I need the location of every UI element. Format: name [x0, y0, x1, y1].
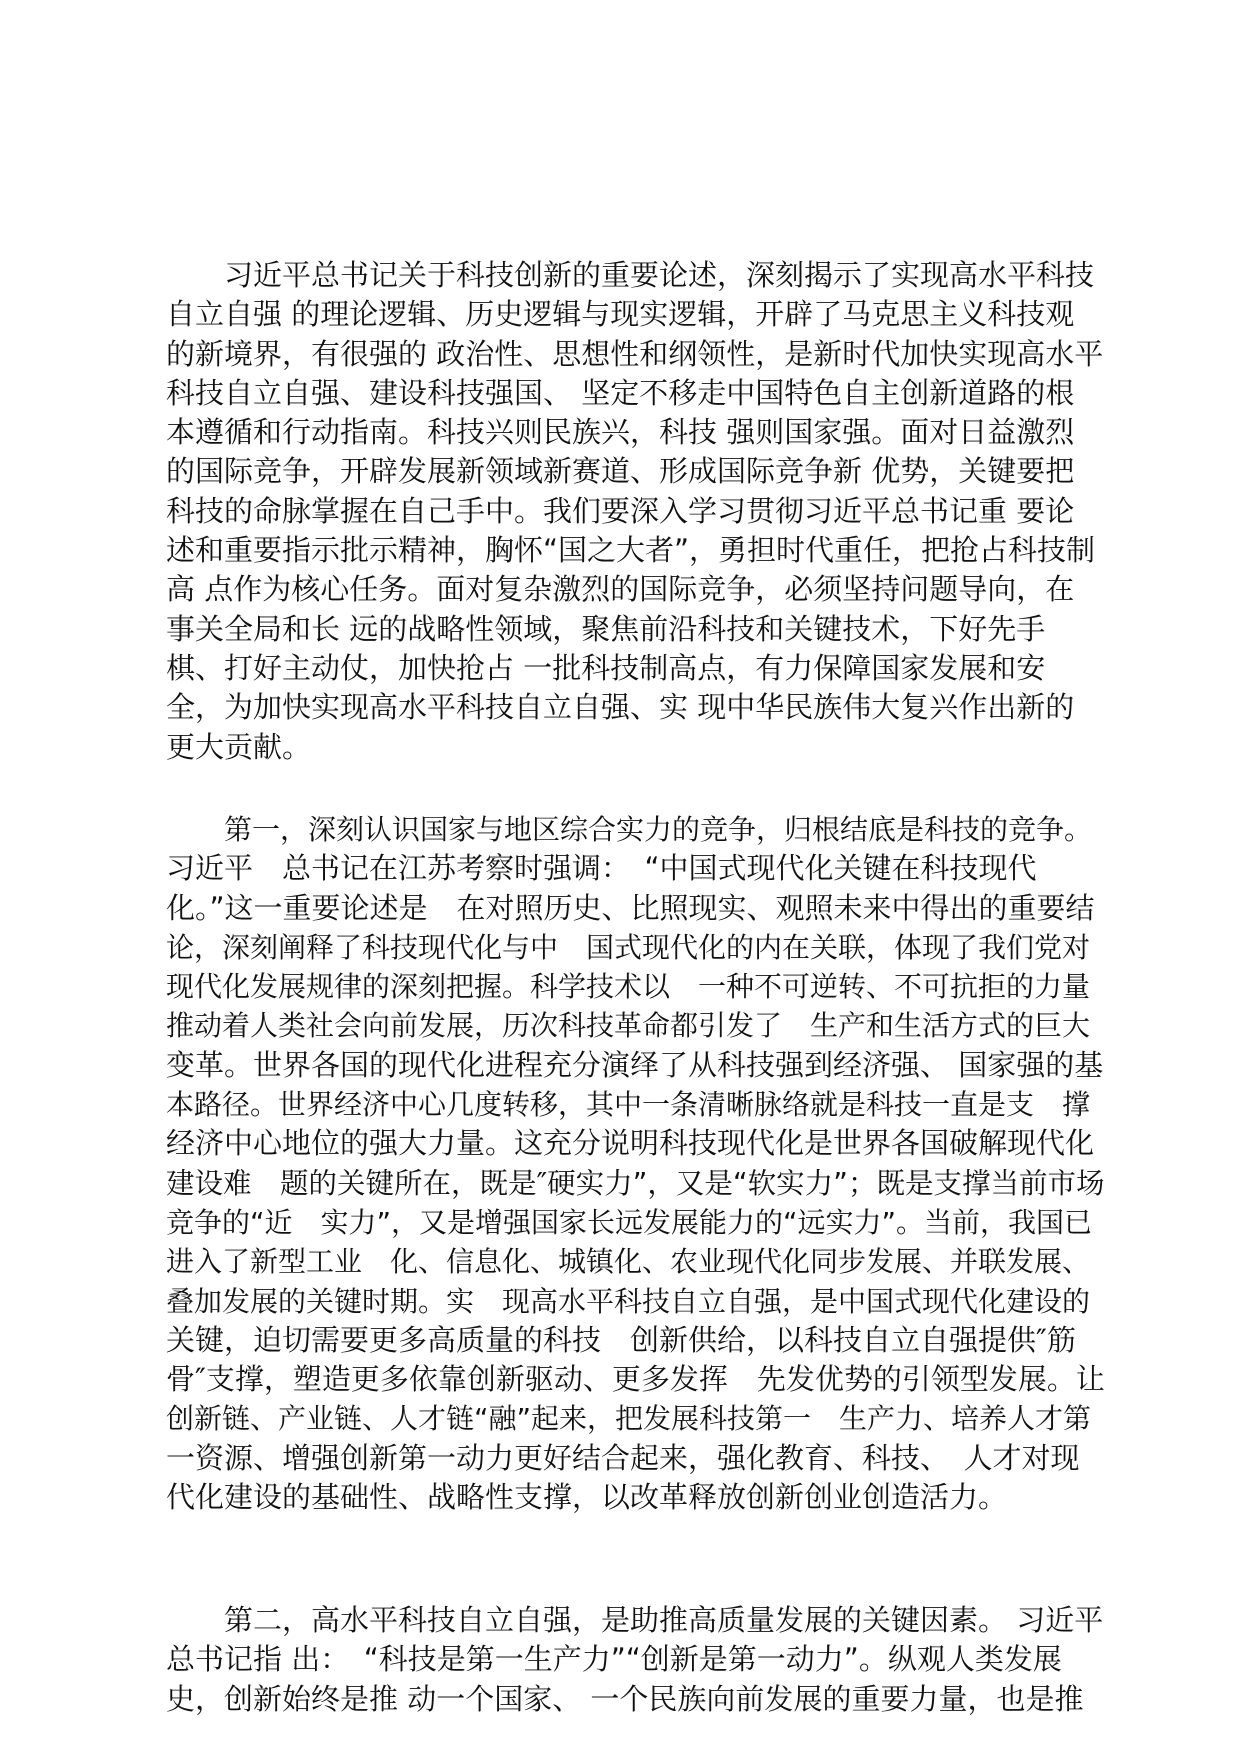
text-line: 高 点作为核心任务。面对复杂激烈的国际竞争，必须坚持问题导向，在	[166, 572, 1075, 607]
paragraph-intro	[166, 256, 1106, 767]
text-line: 史，创新始终是推 动一个国家、 一个民族向前发展的重要力量，也是推	[166, 1681, 1084, 1716]
text-line: 现代化发展规律的深刻把握。科学技术以 一种不可逆转、不可抗拒的力量	[166, 970, 1091, 1004]
paragraph-first-point	[166, 810, 1106, 1517]
text-line: 科技的命脉掌握在自己手中。我们要深入学习贯彻习近平总书记重 要论	[166, 493, 1075, 528]
text-line: 创新链、产业链、人才链“融”起来，把发展科技第一 生产力、培养人才第	[166, 1402, 1092, 1436]
text-line: 本遵循和行动指南。科技兴则民族兴，科技 强则国家强。面对日益激烈	[166, 415, 1075, 450]
text-line: 本路径。世界经济中心几度转移，其中一条清晰脉络就是科技一直是支 撑	[166, 1088, 1091, 1122]
text-line: 建设难 题的关键所在，既是″硬实力”，又是“软实力”；既是支撑当前市场	[166, 1166, 1105, 1200]
text-line: 总书记指 出： “科技是第一生产力”“创新是第一动力”。纵观人类发展	[166, 1642, 1062, 1677]
text-line: 论，深刻阐释了科技现代化与中 国式现代化的内在关联，体现了我们党对	[166, 930, 1091, 964]
text-line: 的新境界，有很强的 政治性、思想性和纲领性，是新时代加快实现高水平	[166, 336, 1104, 371]
text-line: 更大贡献。	[166, 729, 312, 764]
text-line: 科技自立自强、建设科技强国、 坚定不移走中国特色自主创新道路的根	[166, 375, 1075, 410]
text-line: 自立自强 的理论逻辑、历史逻辑与现实逻辑，开辟了马克思主义科技观	[166, 297, 1075, 332]
text-line: 一资源、增强创新第一动力更好结合起来，强化教育、科技、 人才对现	[166, 1440, 1080, 1475]
text-line: 第一，深刻认识国家与地区综合实力的竞争，归根结底是科技的竞争。	[224, 813, 1093, 846]
text-line: 骨″支撑，塑造更多依靠创新驱动、更多发挥 先发优势的引领型发展。让	[166, 1362, 1105, 1397]
text-line: 关键，迫切需要更多高质量的科技 创新供给，以科技自立自强提供″筋	[166, 1322, 1076, 1357]
text-line: 全，为加快实现高水平科技自立自强、实 现中华民族伟大复兴作出新的	[166, 690, 1075, 725]
text-line: 变革。世界各国的现代化进程充分演绎了从科技强到经济强、 国家强的基	[166, 1047, 1104, 1082]
text-line: 代化建设的基础性、战略性支撑，以改革释放创新创业创造活力。	[166, 1480, 1008, 1515]
text-line: 进入了新型工业 化、信息化、城镇化、农业现代化同步发展、并联发展、	[166, 1245, 1091, 1279]
text-line: 棋、打好主动仗，加快抢占 一批科技制高点，有力保障国家发展和安	[166, 650, 1046, 685]
text-line: 习近平总书记关于科技创新的重要论述，深刻揭示了实现高水平科技	[224, 258, 1095, 292]
text-line: 叠加发展的关键时期。实 现高水平科技自立自强，是中国式现代化建设的	[166, 1284, 1091, 1318]
paragraph-second-point	[166, 1601, 1106, 1719]
text-line: 习近平 总书记在江苏考察时强调： “中国式现代化关键在科技现代	[166, 851, 1037, 886]
text-line: 述和重要指示批示精神，胸怀“国之大者”，勇担时代重任，把抢占科技制	[166, 533, 1096, 568]
text-line: 经济中心地位的强大力量。这充分说明科技现代化是世界各国破解现代化	[166, 1126, 1095, 1161]
text-line: 的国际竞争，开辟发展新领域新赛道、形成国际竞争新 优势，关键要把	[166, 454, 1075, 489]
text-line: 第二，高水平科技自立自强，是助推高质量发展的关键因素。 习近平	[224, 1603, 1104, 1637]
text-line: 竞争的“近 实力”，又是增强国家长远发展能力的“远实力”。当前，我国已	[166, 1205, 1093, 1239]
text-line: 事关全局和长 远的战略性领域，聚焦前沿科技和关键技术，下好先手	[166, 611, 1046, 646]
text-line: 化。”这一重要论述是 在对照历史、比照现实、观照未来中得出的重要结	[166, 890, 1095, 925]
text-line: 推动着人类社会向前发展，历次科技革命都引发了 生产和生活方式的巨大	[166, 1009, 1091, 1043]
